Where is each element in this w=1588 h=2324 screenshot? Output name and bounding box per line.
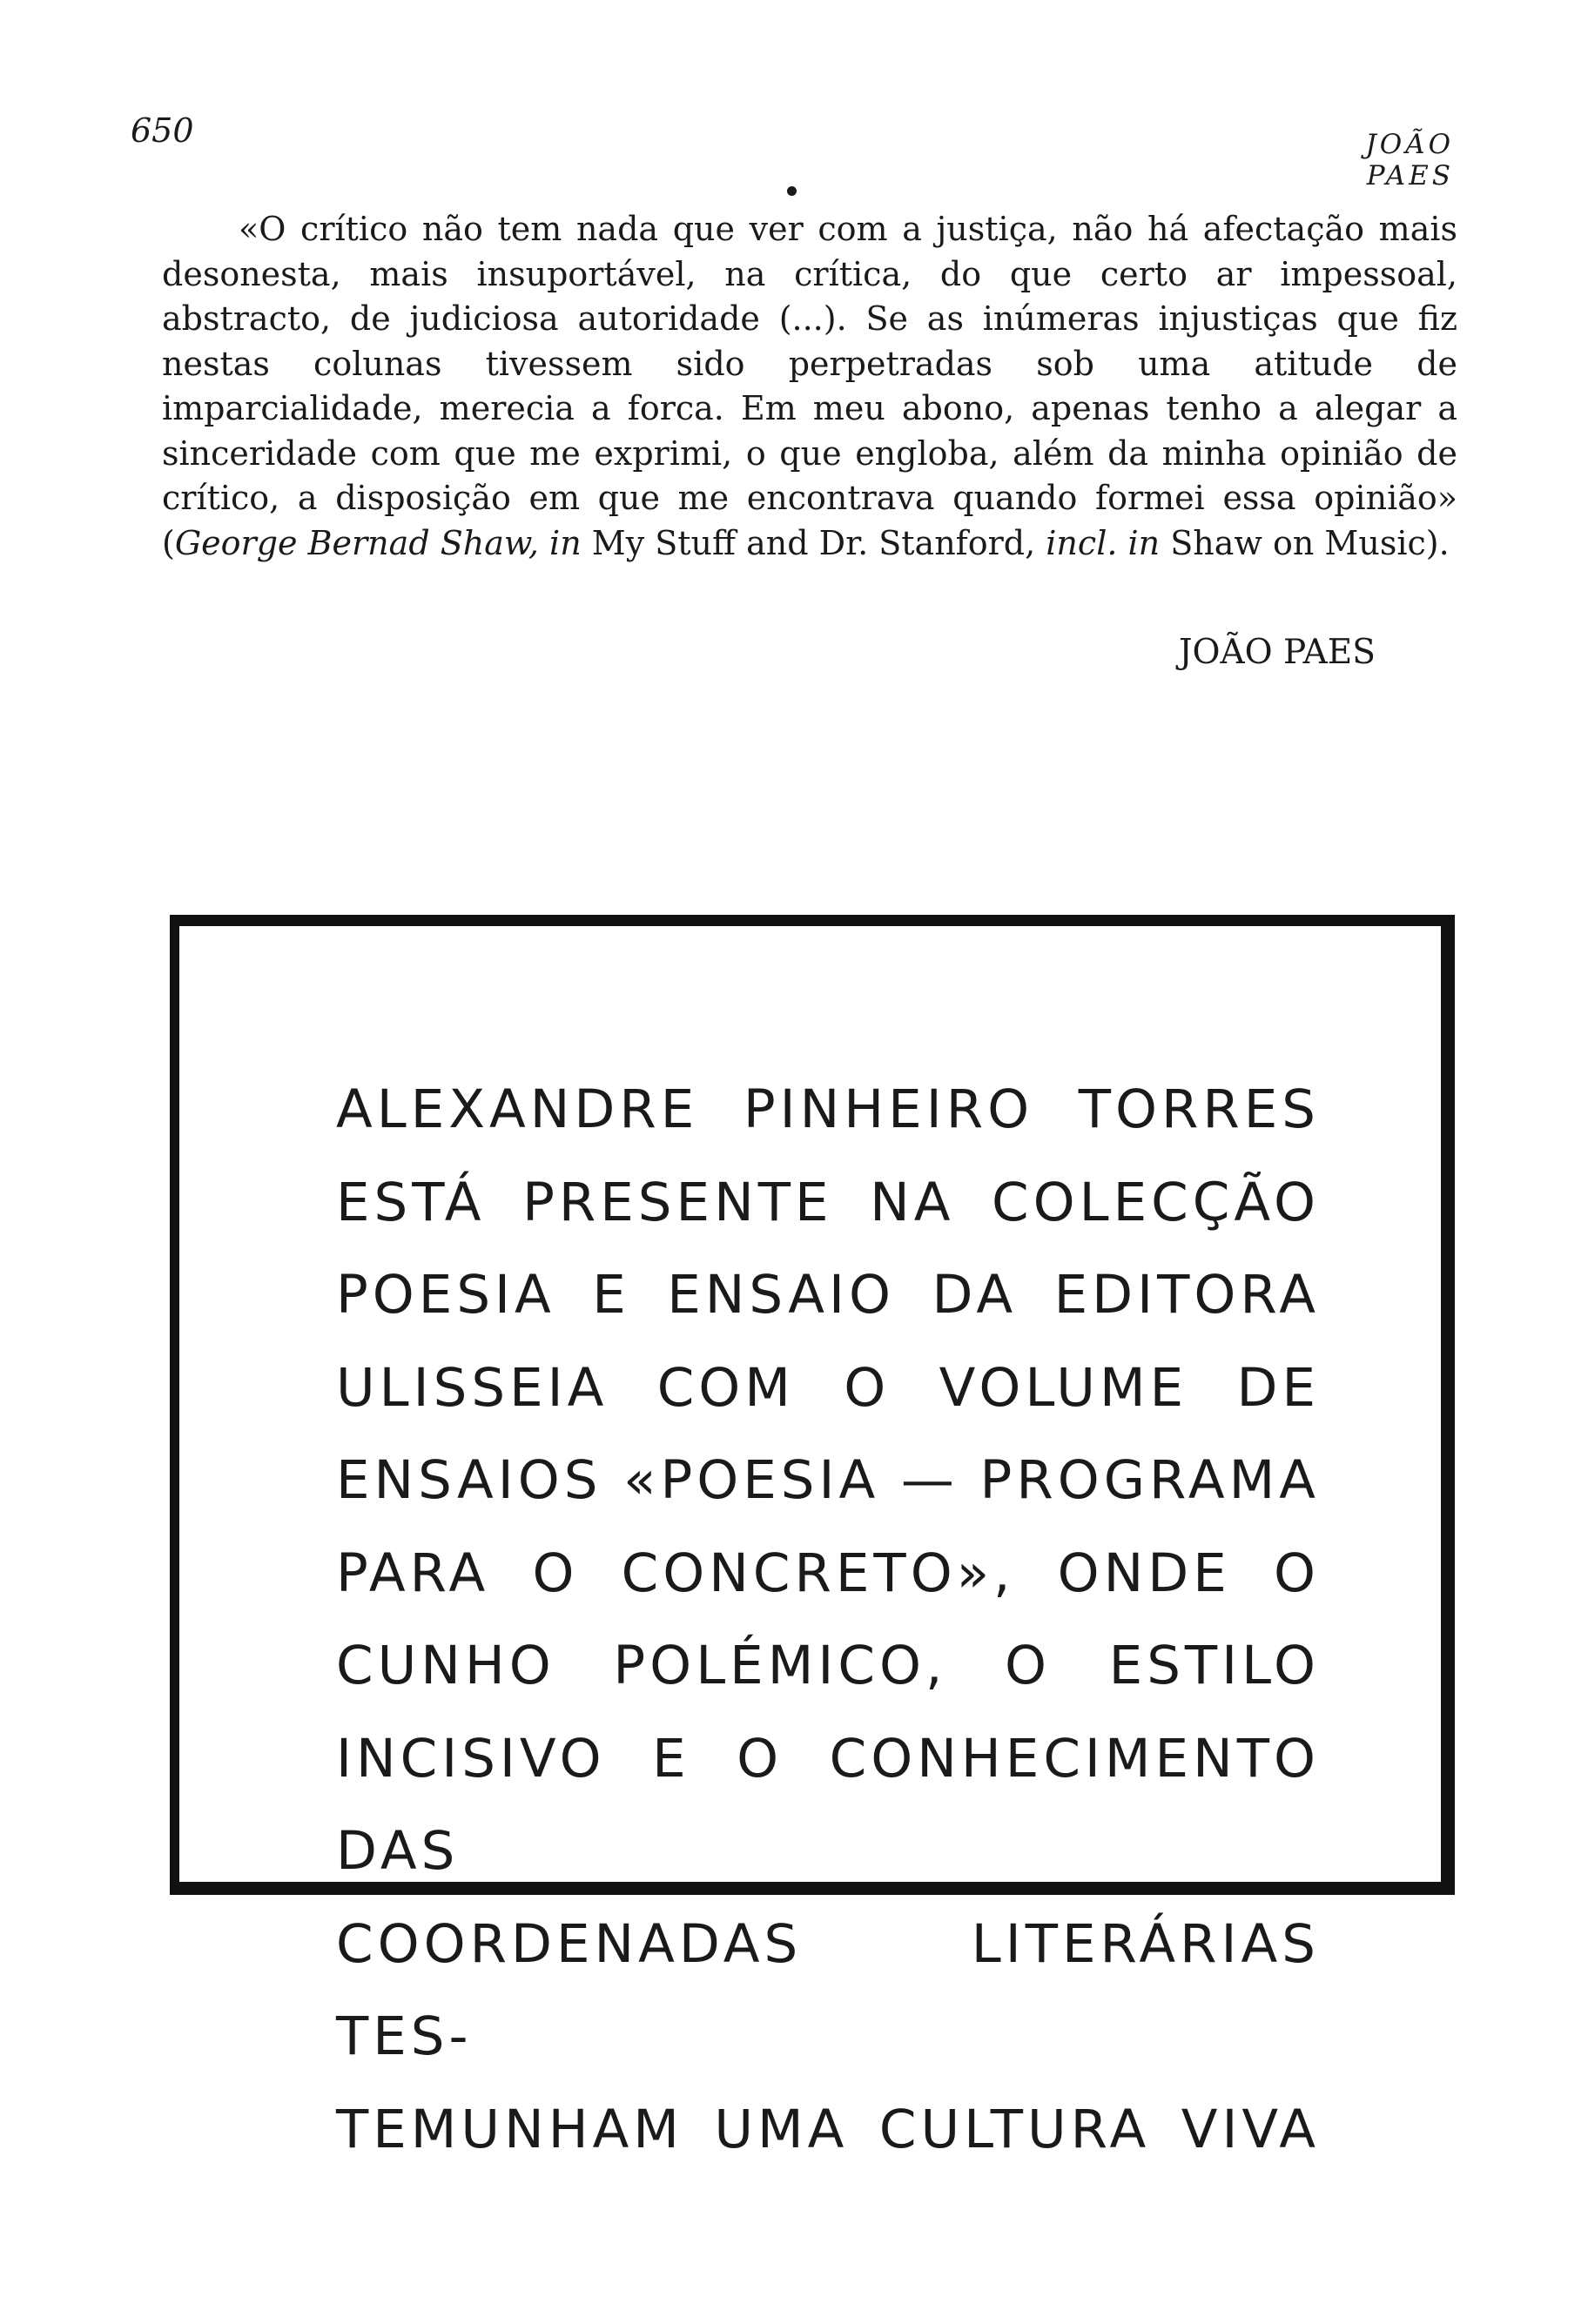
advertisement-text <box>336 1064 1320 2176</box>
quote-author: George Bernad Shaw, in <box>174 523 582 562</box>
running-title: JOÃO PAES <box>1365 129 1454 191</box>
ad-line: CUNHO POLÉMICO, O ESTILO <box>336 1635 1320 1696</box>
quote-text: «O crítico não tem nada que ver com a justiça, não há afectação mais desonesta, mais insuportável, na crítica, do que certo ar impessoal, abstracto, de judiciosa autoridade (...). Se as inúmeras injustiças que fiz nestas colunas tivessem sido perpetradas sob uma atitude de imparcialidade, merecia a forca. Em meu abono, apenas tenho a alegar a sinceridade com que me exprimi, o que engloba, além da minha opinião de crítico, a disposição em que me encontrava quando formei essa opinião» ( <box>162 210 1457 562</box>
bullet-mark <box>787 186 797 196</box>
page-number: 650 <box>131 111 194 150</box>
ad-line: INCISIVO E O CONHECIMENTO DAS <box>336 1727 1320 1882</box>
quote-paragraph <box>162 207 1457 566</box>
ad-line: ENSAIOS «POESIA — PROGRAMA <box>336 1449 1320 1511</box>
signature: JOÃO PAES <box>1178 633 1376 672</box>
quote-collection: Shaw on Music). <box>1170 523 1450 562</box>
ad-line: PARA O CONCRETO», ONDE O <box>336 1541 1320 1604</box>
quote-work: My Stuff and Dr. Stanford, <box>591 523 1036 562</box>
advertisement-box <box>170 915 1455 2160</box>
ad-line: ALEXANDRE PINHEIRO TORRES <box>336 1078 1320 1140</box>
ad-line: ULISSEIA COM O VOLUME DE <box>336 1356 1320 1419</box>
ad-line: ESTÁ PRESENTE NA COLECÇÃO <box>336 1171 1320 1233</box>
ad-line: POESIA E ENSAIO DA EDITORA <box>336 1264 1320 1326</box>
ad-line: TEMUNHAM UMA CULTURA VIVA <box>336 2098 1320 2160</box>
ad-line: COORDENADAS LITERÁRIAS TES- <box>336 1912 1320 2067</box>
quote-incl: incl. in <box>1046 523 1161 562</box>
